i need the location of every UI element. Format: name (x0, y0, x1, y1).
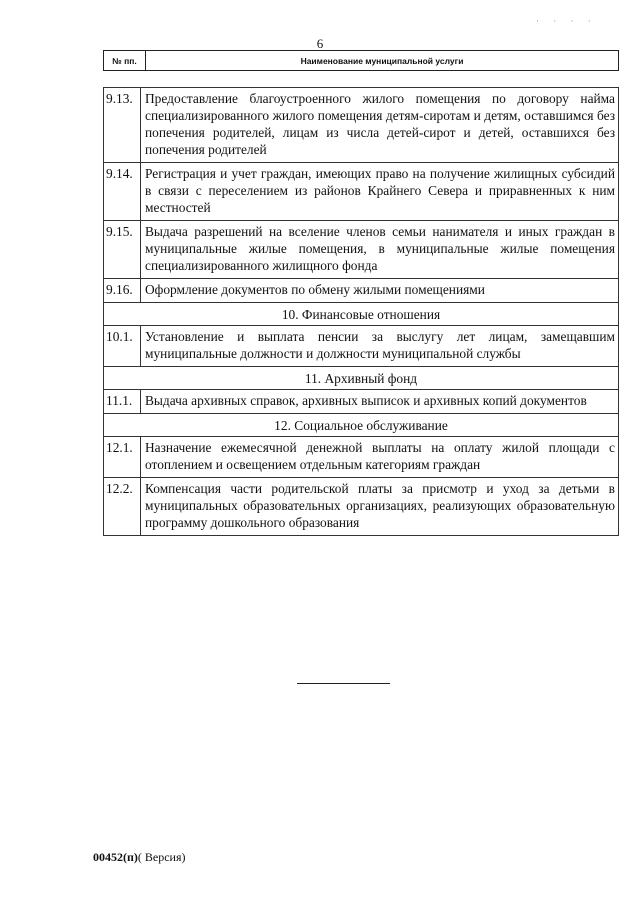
service-name: Регистрация и учет граждан, имеющих право на получение жилищных субсидий в связи с переселением из районов Крайнего Севера и приравненных к ним местностей (141, 163, 619, 221)
section-heading-row (104, 303, 619, 326)
service-name: Назначение ежемесячной денежной выплаты на оплату жилой площади с отоплением и освещением отдельным категориям граждан (141, 437, 619, 478)
services-table (103, 87, 619, 536)
service-name: Выдача разрешений на вселение членов семьи нанимателя и иных граждан в муниципальные жилые помещения, в муниципальные жилые помещения специализированного жилищного фонда (141, 221, 619, 279)
footer-version: ( Версия) (137, 850, 186, 864)
service-number: 10.1. (104, 326, 141, 367)
section-heading-row (104, 367, 619, 390)
service-row (104, 163, 619, 221)
service-number: 12.1. (104, 437, 141, 478)
service-name: Компенсация части родительской платы за присмотр и уход за детьми в муниципальных образовательных организациях, реализующих образовательную программу дошкольного образования (141, 478, 619, 536)
header-service-name-column: Наименование муниципальной услуги (146, 51, 619, 71)
scan-noise-dots: · · · · (536, 16, 597, 26)
section-heading: 11. Архивный фонд (104, 367, 619, 390)
service-number: 9.14. (104, 163, 141, 221)
column-header-table (103, 50, 619, 71)
services-table-body (104, 88, 619, 536)
service-row (104, 326, 619, 367)
service-number: 9.16. (104, 279, 141, 303)
page-number: 6 (316, 36, 324, 51)
service-name: Выдача архивных справок, архивных выписок и архивных копий документов (141, 390, 619, 414)
service-row (104, 478, 619, 536)
service-row (104, 221, 619, 279)
service-row (104, 437, 619, 478)
service-number: 9.15. (104, 221, 141, 279)
service-row (104, 390, 619, 414)
document-footer (93, 850, 186, 865)
footer-document-code: 00452(п) (93, 850, 138, 864)
service-row (104, 88, 619, 163)
service-number: 9.13. (104, 88, 141, 163)
section-heading: 10. Финансовые отношения (104, 303, 619, 326)
service-row (104, 279, 619, 303)
section-heading-row (104, 414, 619, 437)
end-of-document-rule (297, 683, 390, 684)
service-name: Предоставление благоустроенного жилого помещения по договору найма специализированного жилого помещения детям-сиротам и детям, оставшимся без попечения родителей, лицам из числа детей-сирот и детей, оставшихся без попечения родителей (141, 88, 619, 163)
service-name: Оформление документов по обмену жилыми помещениями (141, 279, 619, 303)
service-number: 11.1. (104, 390, 141, 414)
header-number-column: № пп. (104, 51, 146, 71)
service-number: 12.2. (104, 478, 141, 536)
section-heading: 12. Социальное обслуживание (104, 414, 619, 437)
service-name: Установление и выплата пенсии за выслугу лет лицам, замещавшим муниципальные должности и должности муниципальной службы (141, 326, 619, 367)
